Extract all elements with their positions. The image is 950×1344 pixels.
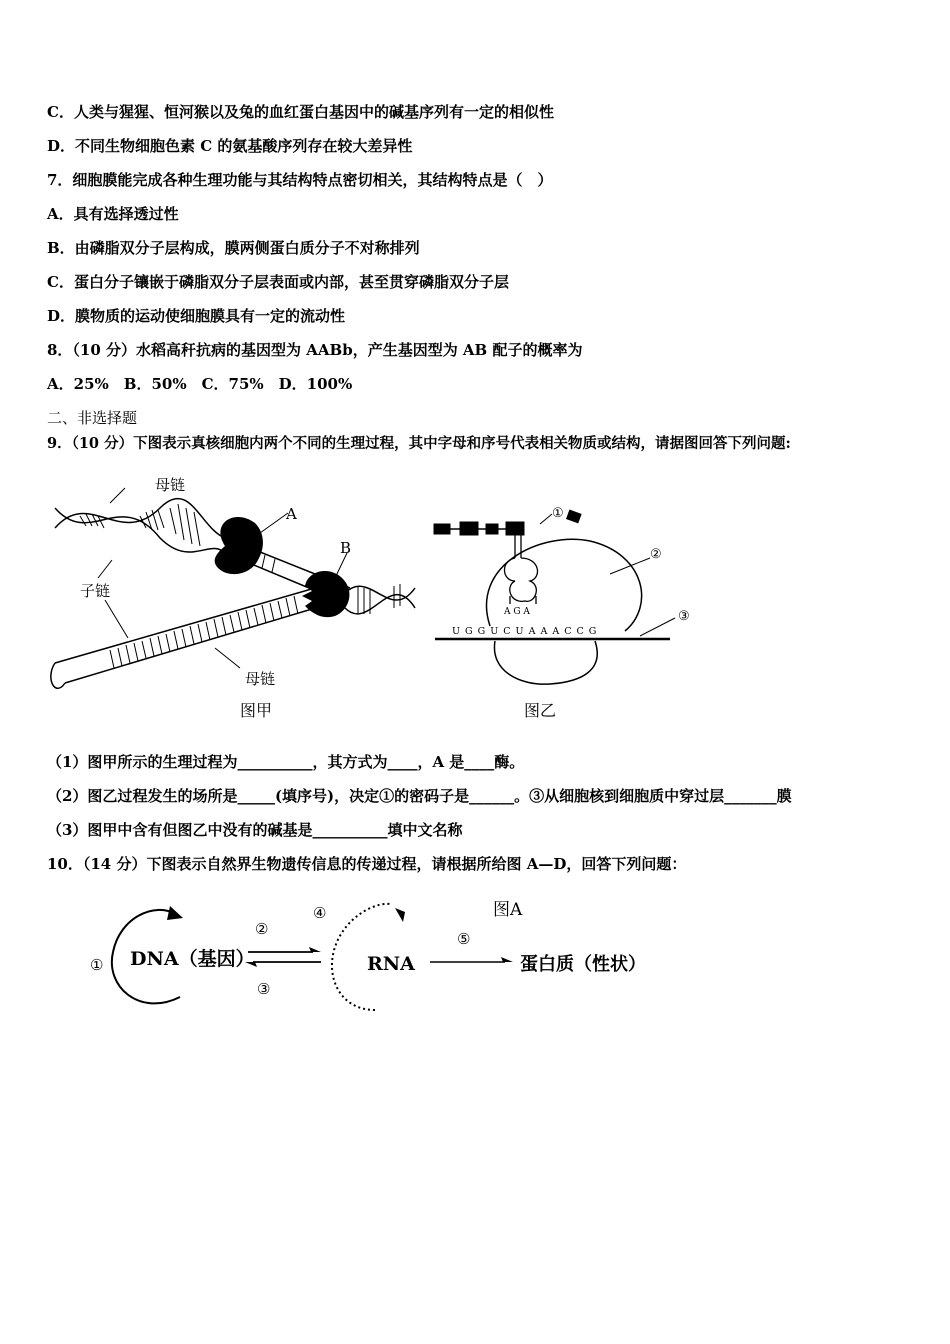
label-parent-bottom: 母链 [245,670,276,688]
figure-a-title: 图A [493,900,523,920]
question-7: 7．细胞膜能完成各种生理功能与其结构特点密切相关，其结构特点是（ ） [47,171,553,189]
figure-yi-translation [430,496,700,728]
question-10: 10．（14 分）下图表示自然界生物遗传信息的传递过程，请根据所给图 A—D，回答下列问题： [47,855,687,873]
label-3-pointer [640,618,675,636]
caption-jia: 图甲 [240,701,273,720]
step-3-label: ③ [257,980,271,998]
parent-strand-top [55,499,225,553]
step-1-label: ① [90,956,104,974]
rna-replication-arrowhead [395,908,405,922]
label-1: ① [552,506,564,521]
option-d-q7: D．膜物质的运动使细胞膜具有一定的流动性 [47,307,346,325]
q9-part-3: （3）图甲中含有但图乙中没有的碱基是__________填中文名称 [47,821,463,839]
trna [504,534,537,604]
option-c-q6: C．人类与猩猩、恒河猴以及兔的血红蛋白基因中的碱基序列有一定的相似性 [47,103,554,121]
anticodon: A G A [504,607,530,617]
label-b: B [340,539,352,557]
ribosome-small-subunit [494,641,597,684]
label-a: A [286,505,297,523]
label-parent-top-pointer [110,488,125,503]
label-3: ③ [678,609,690,624]
step-4-label: ④ [313,904,327,922]
label-1-pointer [540,514,552,524]
parent-helix-right [345,584,415,614]
step-2-label: ② [255,920,269,938]
transcription-arrowhead [309,947,321,952]
question-9: 9．（10 分）下图表示真核细胞内两个不同的生理过程，其中字母和序号代表相关物质或结构，请据图回答下列问题: [47,435,791,452]
figure-a-central-dogma [85,892,685,1022]
label-parent-bottom-pointer [215,648,240,668]
label-2-pointer [610,558,650,574]
label-child-pointer-2 [105,600,128,638]
figure-jia-dna-replication [50,468,430,728]
label-2: ② [650,547,662,562]
options-q8: A．25% B．50% C．75% D．100% [47,375,353,393]
ribosome-outline [486,539,641,631]
label-child-pointer-1 [98,560,112,578]
option-b-q7: B．由磷脂双分子层构成，膜两侧蛋白质分子不对称排列 [47,239,420,257]
caption-yi: 图乙 [524,701,557,720]
dna-gene-label: DNA（基因） [130,948,255,970]
option-d-q6: D．不同生物细胞色素 C 的氨基酸序列存在较大差异性 [47,137,413,155]
q9-part-2: （2）图乙过程发生的场所是_____(填序号)，决定①的密码子是______。③从细胞核到细胞质中穿过层_______膜 [47,787,792,805]
rna-label: RNA [367,953,415,975]
step-5-label: ⑤ [457,930,471,948]
dna-replication-arrowhead [167,906,183,920]
section-heading: 二、非选择题 [47,409,138,427]
mrna-sequence: U G G U C U A A A C C G [452,626,598,637]
lower-strand-band [51,588,322,688]
translation-arrowhead [501,957,513,962]
label-a-pointer [260,513,288,533]
q9-part-1: （1）图甲所示的生理过程为__________，其方式为____，A 是____酶。 [47,753,525,771]
label-child-strand: 子链 [80,582,111,600]
option-c-q7: C．蛋白分子镶嵌于磷脂双分子层表面或内部，甚至贯穿磷脂双分子层 [47,273,509,291]
protein-trait-label: 蛋白质（性状） [520,954,646,975]
label-parent-top: 母链 [155,476,186,494]
option-a-q7: A．具有选择透过性 [47,205,179,223]
question-8: 8．（10 分）水稻高秆抗病的基因型为 AABb，产生基因型为 AB 配子的概率为 [47,341,583,359]
